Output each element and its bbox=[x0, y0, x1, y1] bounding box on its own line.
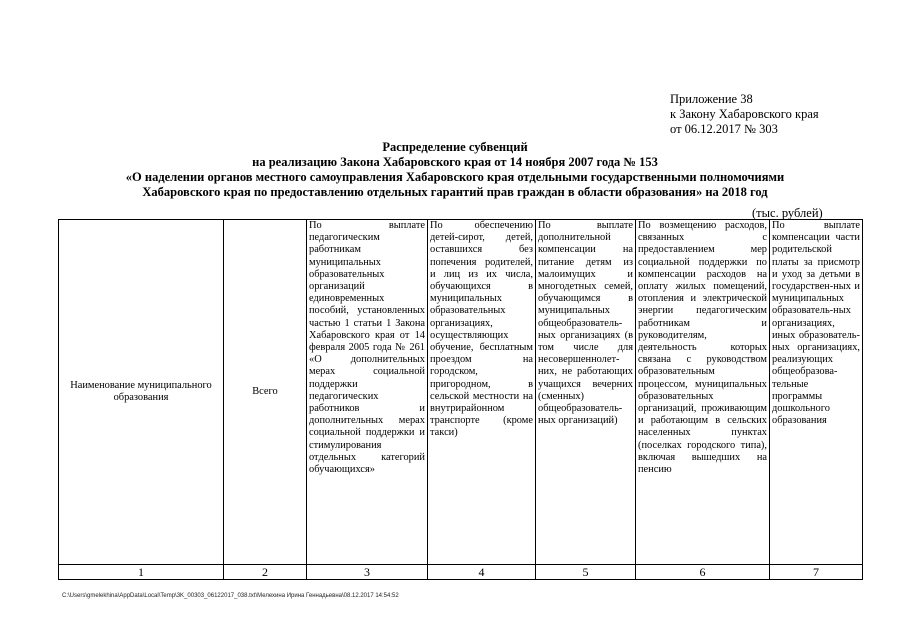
document-title bbox=[60, 140, 850, 200]
units-label: (тыс. рублей) bbox=[752, 206, 823, 220]
header-teacher-allowances: По выплате педагогическим работникам муниципальных образовательных организаций единовременных пособий, установленных частью 1 статьи 1 Закона Хабаровского края от 14 февраля 2005 года № 261 «О дополнительных мерах социальной поддержки педагогических работников и дополнительных мерах социальной поддержки и стимулирования отдельных категорий обучающихся» bbox=[307, 220, 428, 565]
column-number: 5 bbox=[536, 565, 636, 580]
header-total: Всего bbox=[224, 220, 307, 565]
appendix-reference bbox=[670, 92, 819, 137]
subsidy-table bbox=[58, 219, 863, 580]
column-number: 4 bbox=[428, 565, 536, 580]
table-header-row bbox=[59, 220, 863, 565]
column-number: 7 bbox=[770, 565, 863, 580]
title-line-3: «О наделении органов местного самоуправления Хабаровского края отдельными государственными полномочиями bbox=[125, 170, 785, 184]
column-number: 6 bbox=[636, 565, 770, 580]
appendix-date: от 06.12.2017 № 303 bbox=[670, 122, 778, 136]
appendix-number: Приложение 38 bbox=[670, 92, 753, 106]
title-line-1: Распределение субвенций bbox=[382, 140, 528, 154]
appendix-law: к Закону Хабаровского края bbox=[670, 107, 819, 121]
header-parental-fee-compensation: По выплате компенсации части родительской платы за присмотр и уход за детьми в государствен-ных и муниципальных образователь-ных организациях, иных образователь-ных организациях, реализующих общеобразова-тельные программы дошкольного образования bbox=[770, 220, 863, 565]
header-municipality: Наименование муниципального образования bbox=[59, 220, 224, 565]
column-number: 1 bbox=[59, 565, 224, 580]
header-orphan-transport: По обеспечению детей-сирот, детей, оставшихся без попечения родителей, и лиц из их числа, обучающихся в муниципальных образовательных организациях, осуществляющих обучение, бесплатным проездом на городском, пригородном, в сельской местности на внутрирайонном транспорте (кроме такси) bbox=[428, 220, 536, 565]
column-number: 3 bbox=[307, 565, 428, 580]
header-housing-compensation: По возмещению расходов, связанных с предоставлением мер социальной поддержки по компенсации расходов на оплату жилых помещений, отопления и электрической энергии педагогическим работникам и руководителям, деятельность которых связана с руководством образовательным процессом, муниципальных образовательных организаций, проживающим и работающим в сельских населенных пунктах (поселках городского типа), включая вышедших на пенсию bbox=[636, 220, 770, 565]
header-meal-compensation: По выплате дополнительной компенсации на питание детям из малоимущих и многодетных семей, обучающимся в муниципальных общеобразователь-ных организациях (в том числе для несовершеннолет-них, не работающих учащихся вечерних (сменных) общеобразователь-ных организаций) bbox=[536, 220, 636, 565]
title-line-4: Хабаровского края по предоставлению отдельных гарантий прав граждан в области образования» на 2018 год bbox=[142, 185, 768, 199]
file-path-footer: C:\Users\gmelekhina\AppData\Local\Temp\3K_00303_06122017_038.txt\Мелехина Ирина Геннадьевна\08.12.2017 14:54:52 bbox=[62, 593, 399, 599]
title-line-2: на реализацию Закона Хабаровского края от 14 ноября 2007 года № 153 bbox=[252, 155, 658, 169]
column-number: 2 bbox=[224, 565, 307, 580]
column-number-row bbox=[59, 565, 863, 580]
